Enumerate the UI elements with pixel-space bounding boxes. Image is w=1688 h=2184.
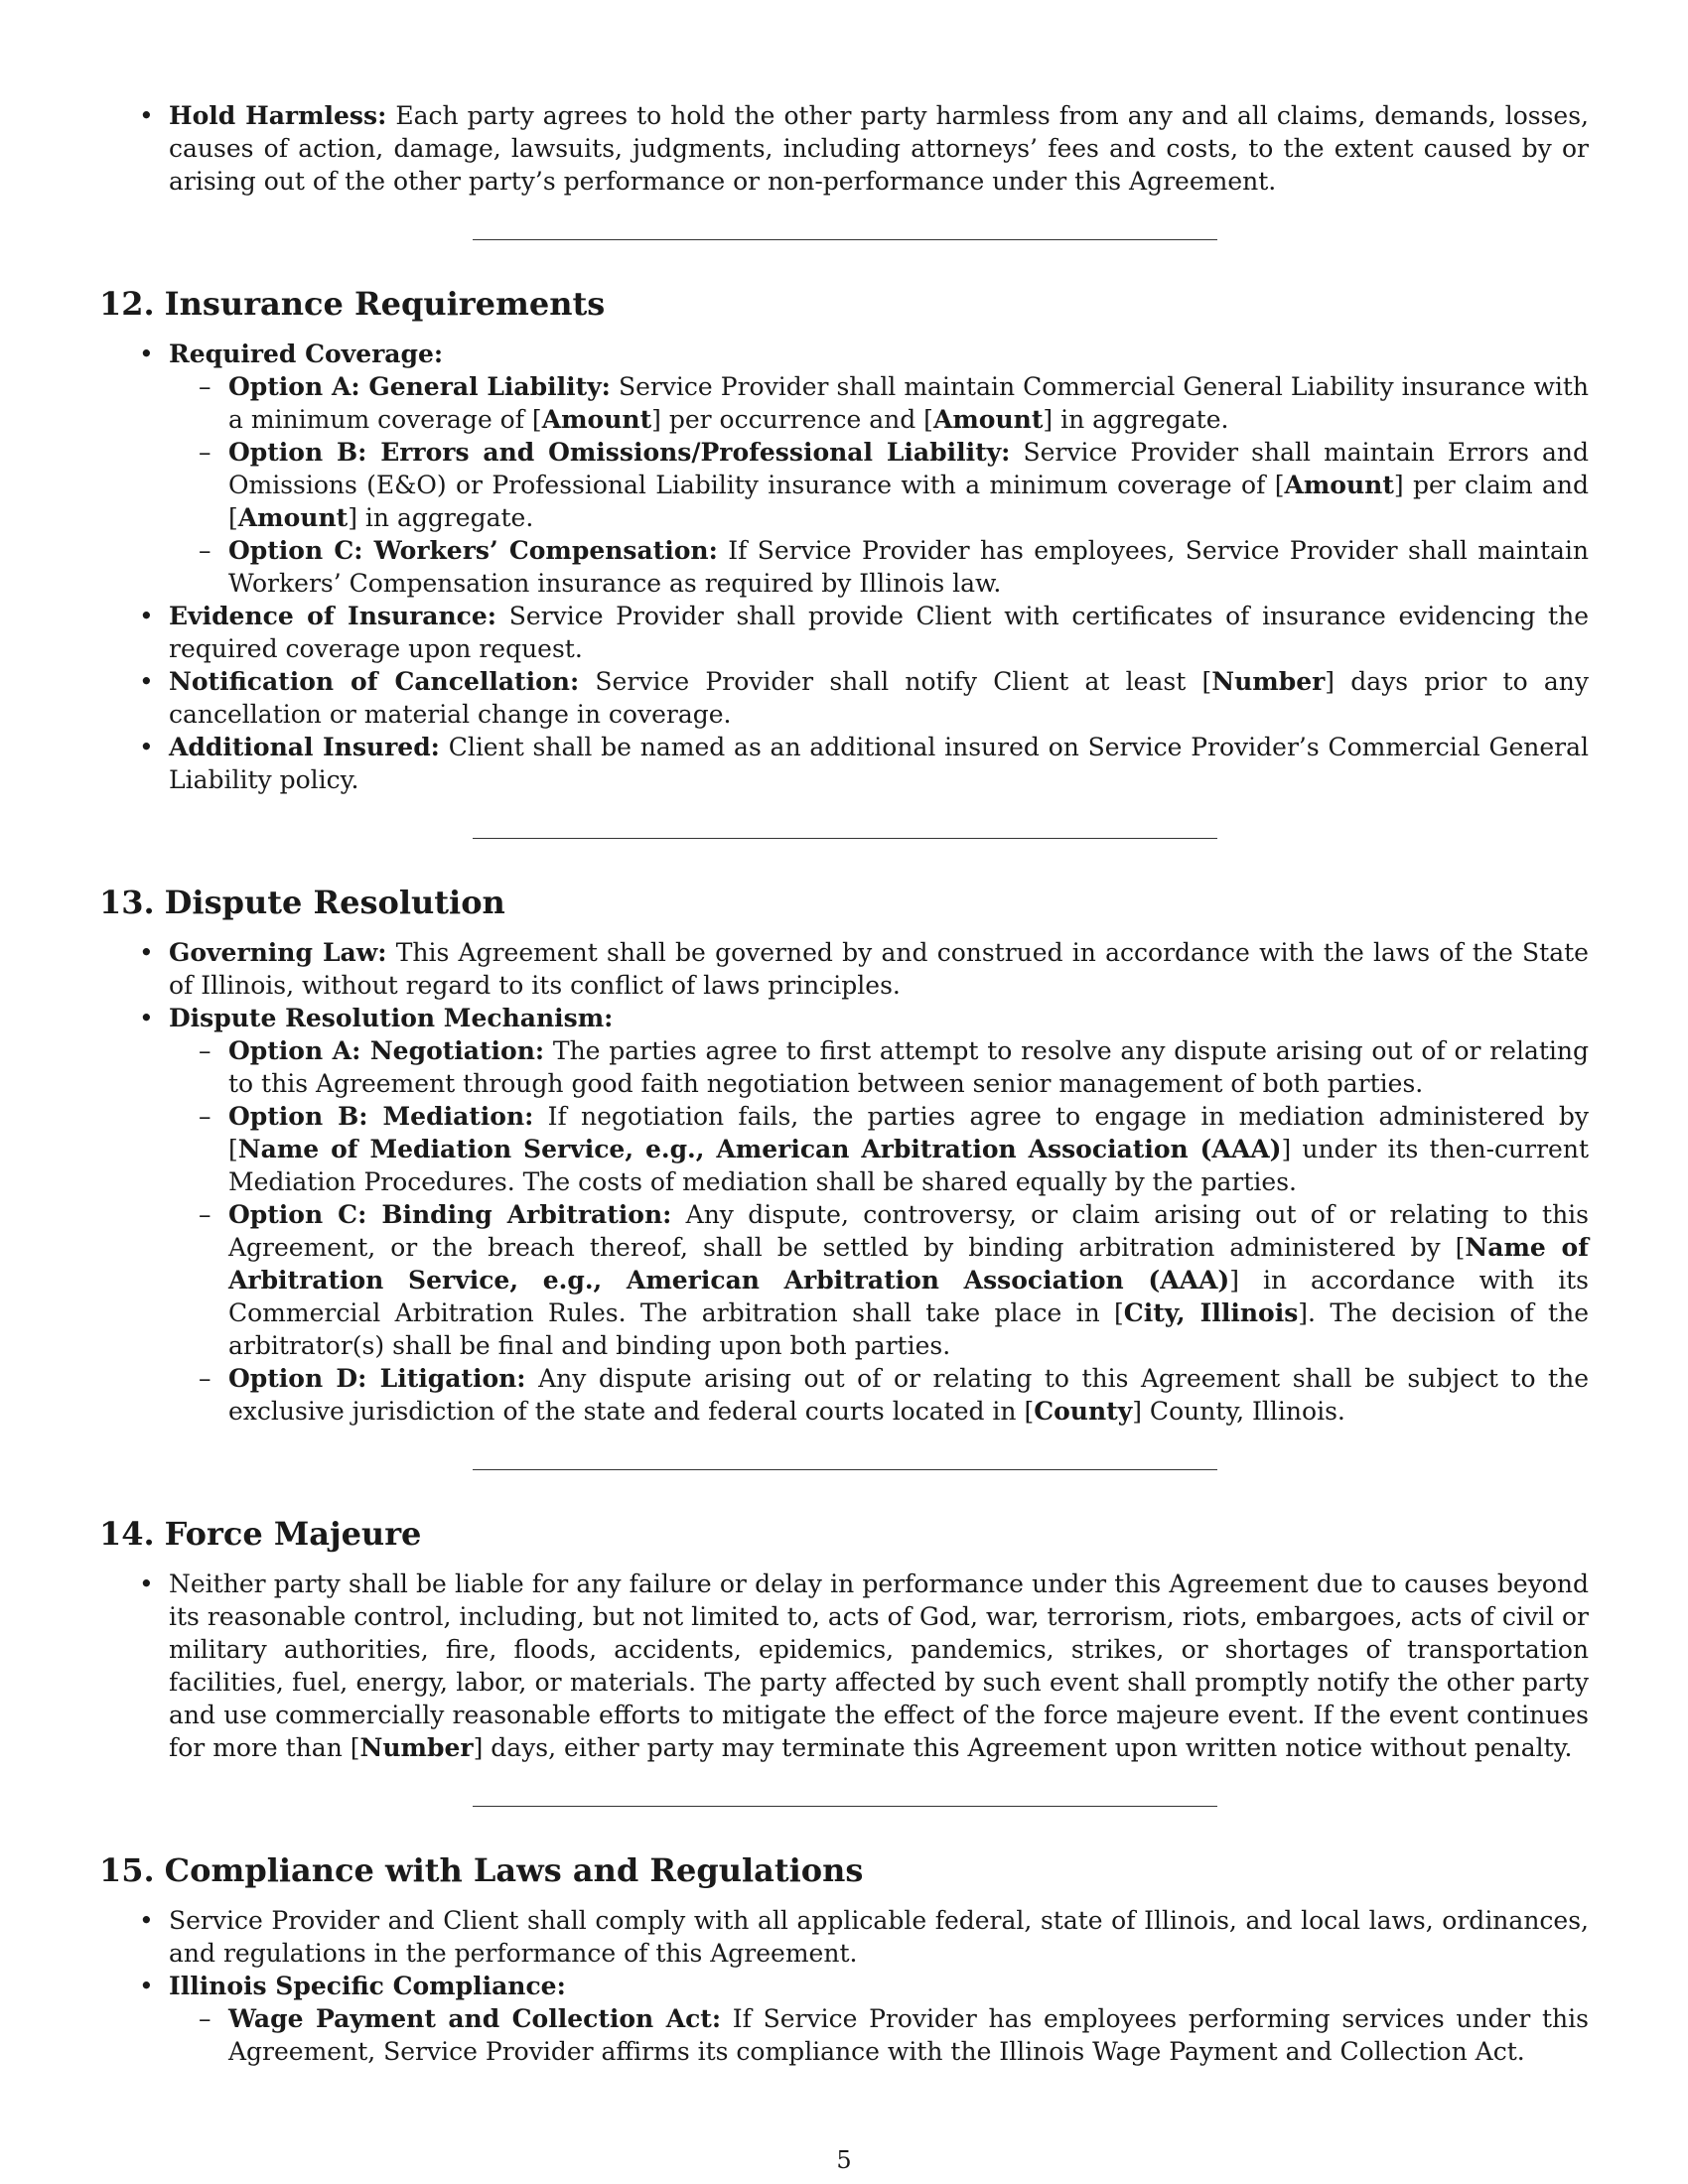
section-heading-13: 13. Dispute Resolution	[99, 884, 505, 921]
page-number: 5	[836, 2146, 852, 2174]
mechanism-options-list	[169, 1034, 1589, 1428]
section-divider	[473, 1469, 1217, 1470]
list-item: • Illinois Specific Compliance: – Wage Payment and Collection Act: If Service Provider has employees performing services under this Agreement, Service Provider affirms its compliance with the Illinois Wage Payment and Collection Act.	[169, 1970, 1589, 2068]
section-divider	[473, 838, 1217, 839]
force-majeure-list	[99, 1568, 1589, 1764]
list-item: • Neither party shall be liable for any failure or delay in performance under this Agreement due to causes beyond its reasonable control, including, but not limited to, acts of God, war, terrorism, riots, embargoes, acts of civil or military authorities, fire, floods, accidents, epidemics, pandemics, strikes, or shortages of transportation facilities, fuel, energy, labor, or materials. The party affected by such event shall promptly notify the other party and use commercially reasonable efforts to mitigate the effect of the force majeure event. If the event continues for more than [Number] days, either party may terminate this Agreement upon written notice without penalty.	[169, 1568, 1589, 1764]
list-item: – Option B: Errors and Omissions/Professional Liability: Service Provider shall maintain Errors and Omissions (E&O) or Professional Liability insurance with a minimum coverage of [Amount] per claim and [Amount] in aggregate.	[228, 436, 1589, 534]
section-heading-15: 15. Compliance with Laws and Regulations	[99, 1851, 864, 1889]
list-item: – Option C: Binding Arbitration: Any dispute, controversy, or claim arising out of or relating to this Agreement, or the breach thereof, shall be settled by binding arbitration administered by [Name of Arbitration Service, e.g., American Arbitration Association (AAA)] in accordance with its Commercial Arbitration Rules. The arbitration shall take place in [City, Illinois]. The decision of the arbitrator(s) shall be final and binding upon both parties.	[228, 1198, 1589, 1362]
illinois-compliance-list	[169, 2002, 1589, 2068]
section-heading-14: 14. Force Majeure	[99, 1515, 422, 1553]
list-item: – Option C: Workers’ Compensation: If Service Provider has employees, Service Provider shall maintain Workers’ Compensation insurance as required by Illinois law.	[228, 534, 1589, 600]
list-item: – Option A: Negotiation: The parties agree to first attempt to resolve any dispute arising out of or relating to this Agreement through good faith negotiation between senior management of both parties.	[228, 1034, 1589, 1100]
section-heading-12: 12. Insurance Requirements	[99, 285, 606, 323]
list-item: • Required Coverage: – Option A: General Liability: Service Provider shall maintain Commercial General Liability insurance with a minimum coverage of [Amount] per occurrence and [Amount] in aggregate. – Option B: Errors and Omissions/Professional Liability: Service Provider shall maintain Errors and Omissions (E&O) or Professional Liability insurance with a minimum coverage of [Amount] per claim and [Amount] in aggregate. – Option C: Workers’ Compensation: If Service Provider has employees, Service Provider shall maintain Workers’ Compensation insurance as required by Illinois law.	[169, 338, 1589, 600]
list-item: – Option A: General Liability: Service Provider shall maintain Commercial General Liability insurance with a minimum coverage of [Amount] per occurrence and [Amount] in aggregate.	[228, 370, 1589, 436]
list-item: – Option B: Mediation: If negotiation fails, the parties agree to engage in mediation administered by [Name of Mediation Service, e.g., American Arbitration Association (AAA)] under its then-current Mediation Procedures. The costs of mediation shall be shared equally by the parties.	[228, 1100, 1589, 1198]
section-divider	[473, 1806, 1217, 1807]
item-text: Each party agrees to hold the other party harmless from any and all claims, demands, losses, causes of action, damage, lawsuits, judgments, including attorneys’ fees and costs, to the extent caused by or arising out of the other party’s performance or non-performance under this Agreement.	[169, 101, 1589, 196]
list-item: • Governing Law: This Agreement shall be governed by and construed in accordance with the laws of the State of Illinois, without regard to its conflict of laws principles.	[169, 936, 1589, 1002]
hold-harmless-list	[99, 99, 1589, 198]
insurance-list	[99, 338, 1589, 796]
section-divider	[473, 239, 1217, 240]
list-item: – Option D: Litigation: Any dispute arising out of or relating to this Agreement shall be subject to the exclusive jurisdiction of the state and federal courts located in [County] County, Illinois.	[228, 1362, 1589, 1428]
dispute-list	[99, 936, 1589, 1428]
list-item: • Service Provider and Client shall comply with all applicable federal, state of Illinois, and local laws, ordinances, and regulations in the performance of this Agreement.	[169, 1904, 1589, 1970]
list-item	[169, 99, 1589, 198]
item-label: Hold Harmless:	[169, 101, 387, 130]
coverage-options-list	[169, 370, 1589, 600]
document-page	[99, 99, 1589, 2068]
compliance-list	[99, 1904, 1589, 2068]
list-item: • Additional Insured: Client shall be named as an additional insured on Service Provider’s Commercial General Liability policy.	[169, 731, 1589, 796]
list-item: • Dispute Resolution Mechanism: – Option A: Negotiation: The parties agree to first attempt to resolve any dispute arising out of or relating to this Agreement through good faith negotiation between senior management of both parties. – Option B: Mediation: If negotiation fails, the parties agree to engage in mediation administered by [Name of Mediation Service, e.g., American Arbitration Association (AAA)] under its then-current Mediation Procedures. The costs of mediation shall be shared equally by the parties. – Option C: Binding Arbitration: Any dispute, controversy, or claim arising out of or relating to this Agreement, or the breach thereof, shall be settled by binding arbitration administered by [Name of Arbitration Service, e.g., American Arbitration Association (AAA)] in accordance with its Commercial Arbitration Rules. The arbitration shall take place in [City, Illinois]. The decision of the arbitrator(s) shall be final and binding upon both parties. – Option D: Litigation: Any dispute arising out of or relating to this Agreement shall be subject to the exclusive jurisdiction of the state and federal courts located in [County] County, Illinois.	[169, 1002, 1589, 1428]
list-item: – Wage Payment and Collection Act: If Service Provider has employees performing services under this Agreement, Service Provider affirms its compliance with the Illinois Wage Payment and Collection Act.	[228, 2002, 1589, 2068]
list-item: • Evidence of Insurance: Service Provider shall provide Client with certificates of insurance evidencing the required coverage upon request.	[169, 600, 1589, 665]
list-item: • Notification of Cancellation: Service Provider shall notify Client at least [Number] days prior to any cancellation or material change in coverage.	[169, 665, 1589, 731]
